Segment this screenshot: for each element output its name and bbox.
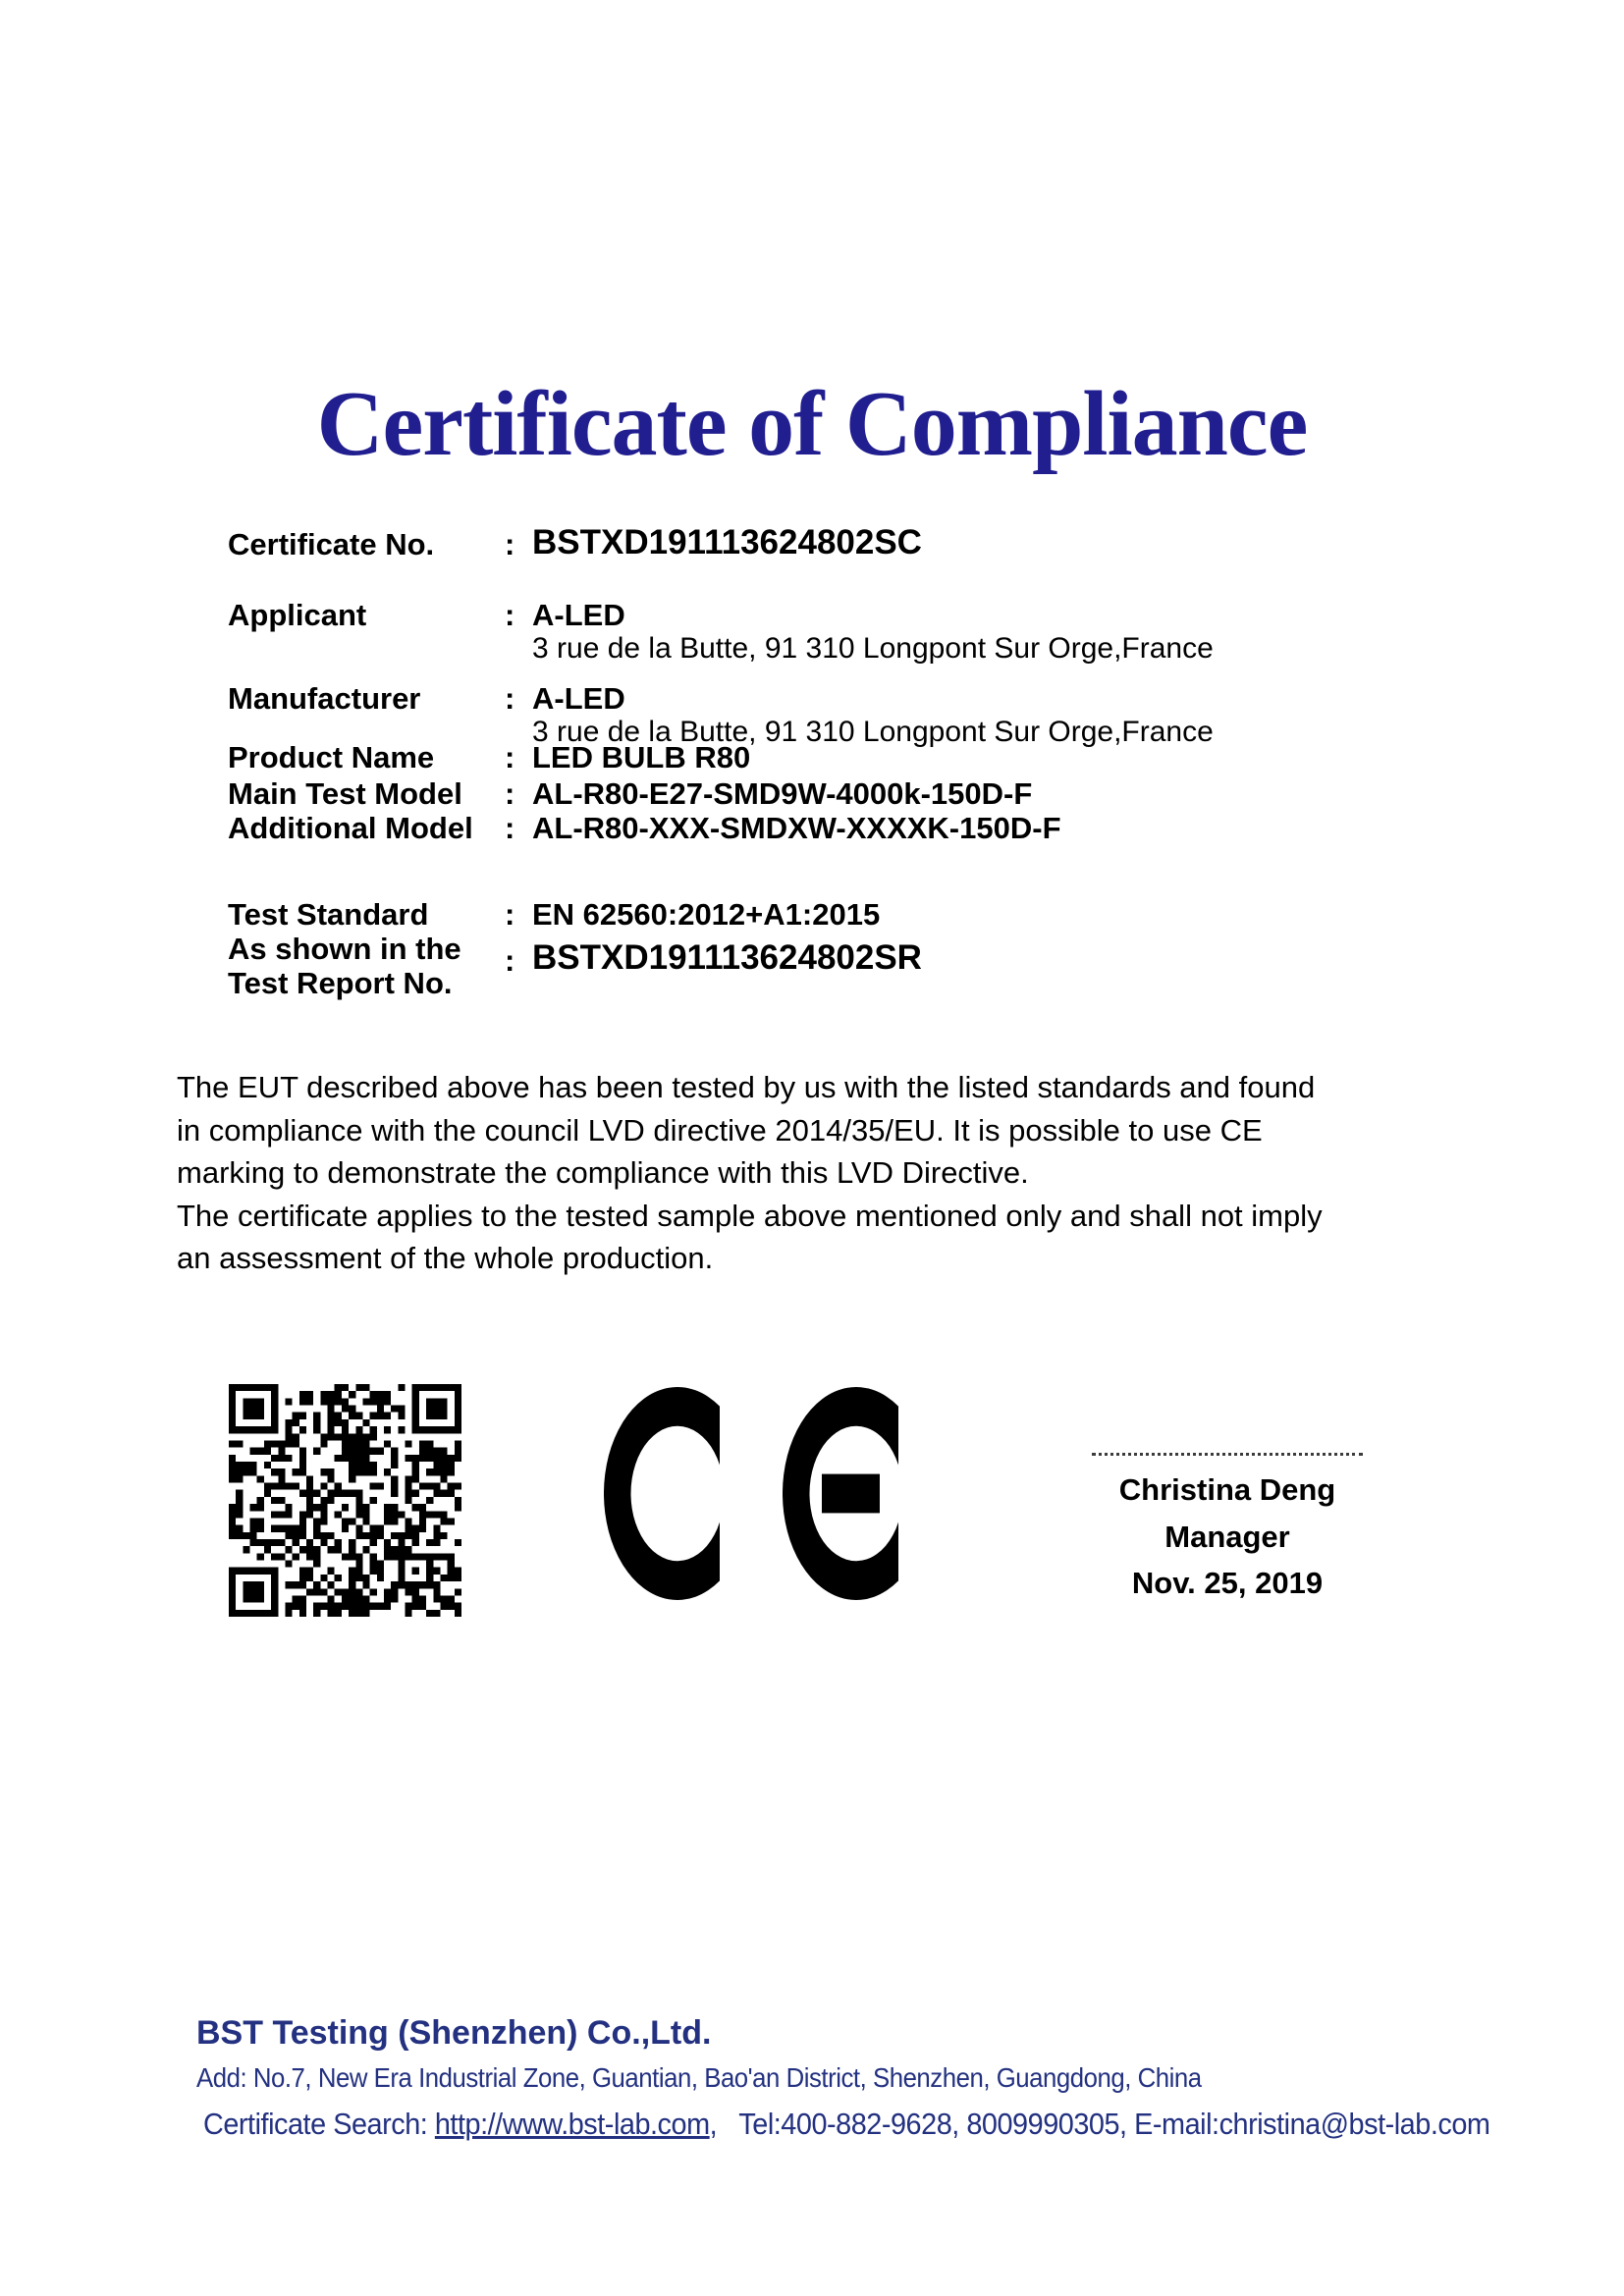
statement-line: The certificate applies to the tested sample above mentioned only and shall not imply xyxy=(177,1198,1323,1233)
manufacturer-value: A-LED xyxy=(532,681,625,716)
applicant-colon: : xyxy=(505,598,515,632)
certificate-search-link[interactable]: http://www.bst-lab.com xyxy=(434,2107,710,2141)
product-name-value: LED BULB R80 xyxy=(532,740,751,774)
applicant-address: 3 rue de la Butte, 91 310 Longpont Sur Orge,France xyxy=(532,632,1214,665)
signatory-role: Manager xyxy=(1164,1520,1290,1554)
signature-date: Nov. 25, 2019 xyxy=(1131,1566,1324,1600)
compliance-statement xyxy=(177,1066,1323,1280)
product-name-colon: : xyxy=(505,740,515,774)
statement-line: The EUT described above has been tested by us with the listed standards and found xyxy=(177,1070,1316,1104)
certificate-no-colon: : xyxy=(505,527,515,561)
footer-company-name: BST Testing (Shenzhen) Co.,Ltd. xyxy=(196,2014,712,2052)
certificate-search-label: Certificate Search: xyxy=(203,2107,435,2141)
test-standard-label: Test Standard xyxy=(228,897,429,932)
test-report-value: BSTXD191113624802SR xyxy=(532,938,922,977)
main-test-model-colon: : xyxy=(505,776,515,811)
additional-model-colon: : xyxy=(505,811,515,845)
manufacturer-colon: : xyxy=(505,681,515,716)
document-title: Certificate of Compliance xyxy=(316,373,1308,475)
test-report-label-line2: Test Report No. xyxy=(228,966,453,1000)
qr-code xyxy=(229,1384,461,1617)
test-standard-value: EN 62560:2012+A1:2015 xyxy=(532,897,881,932)
ce-mark-e-icon xyxy=(783,1387,898,1600)
additional-model-value: AL-R80-XXX-SMDXW-XXXXK-150D-F xyxy=(532,811,1061,845)
additional-model-label: Additional Model xyxy=(228,811,473,845)
main-test-model-label: Main Test Model xyxy=(228,776,462,811)
manufacturer-address: 3 rue de la Butte, 91 310 Longpont Sur Orge,France xyxy=(532,716,1214,748)
statement-line: marking to demonstrate the compliance with this LVD Directive. xyxy=(177,1155,1029,1190)
ce-mark-c-icon xyxy=(604,1387,720,1600)
main-test-model-value: AL-R80-E27-SMD9W-4000k-150D-F xyxy=(532,776,1033,811)
footer-search-line xyxy=(203,2107,1489,2142)
test-report-label-line1: As shown in the xyxy=(228,932,461,966)
statement-line: an assessment of the whole production. xyxy=(177,1241,714,1275)
certificate-no-value: BSTXD191113624802SC xyxy=(532,523,922,561)
signature-block xyxy=(1043,1453,1412,1601)
applicant-value: A-LED xyxy=(532,598,625,632)
applicant-label: Applicant xyxy=(228,598,367,632)
footer-address: Add: No.7, New Era Industrial Zone, Guantian, Bao'an District, Shenzhen, Guangdong, China xyxy=(196,2062,1202,2093)
product-name-label: Product Name xyxy=(228,740,435,774)
signatory-name: Christina Deng xyxy=(1118,1472,1336,1507)
statement-line: in compliance with the council LVD directive 2014/35/EU. It is possible to use CE xyxy=(177,1112,1263,1148)
certificate-no-label: Certificate No. xyxy=(228,527,435,561)
footer-contact-info: , Tel:400-882-9628, 8009990305, E-mail:christina@bst-lab.com xyxy=(709,2107,1490,2141)
test-report-colon: : xyxy=(505,943,515,978)
signature-dotted-line xyxy=(1092,1453,1363,1456)
test-standard-colon: : xyxy=(505,897,515,932)
manufacturer-label: Manufacturer xyxy=(228,681,421,716)
